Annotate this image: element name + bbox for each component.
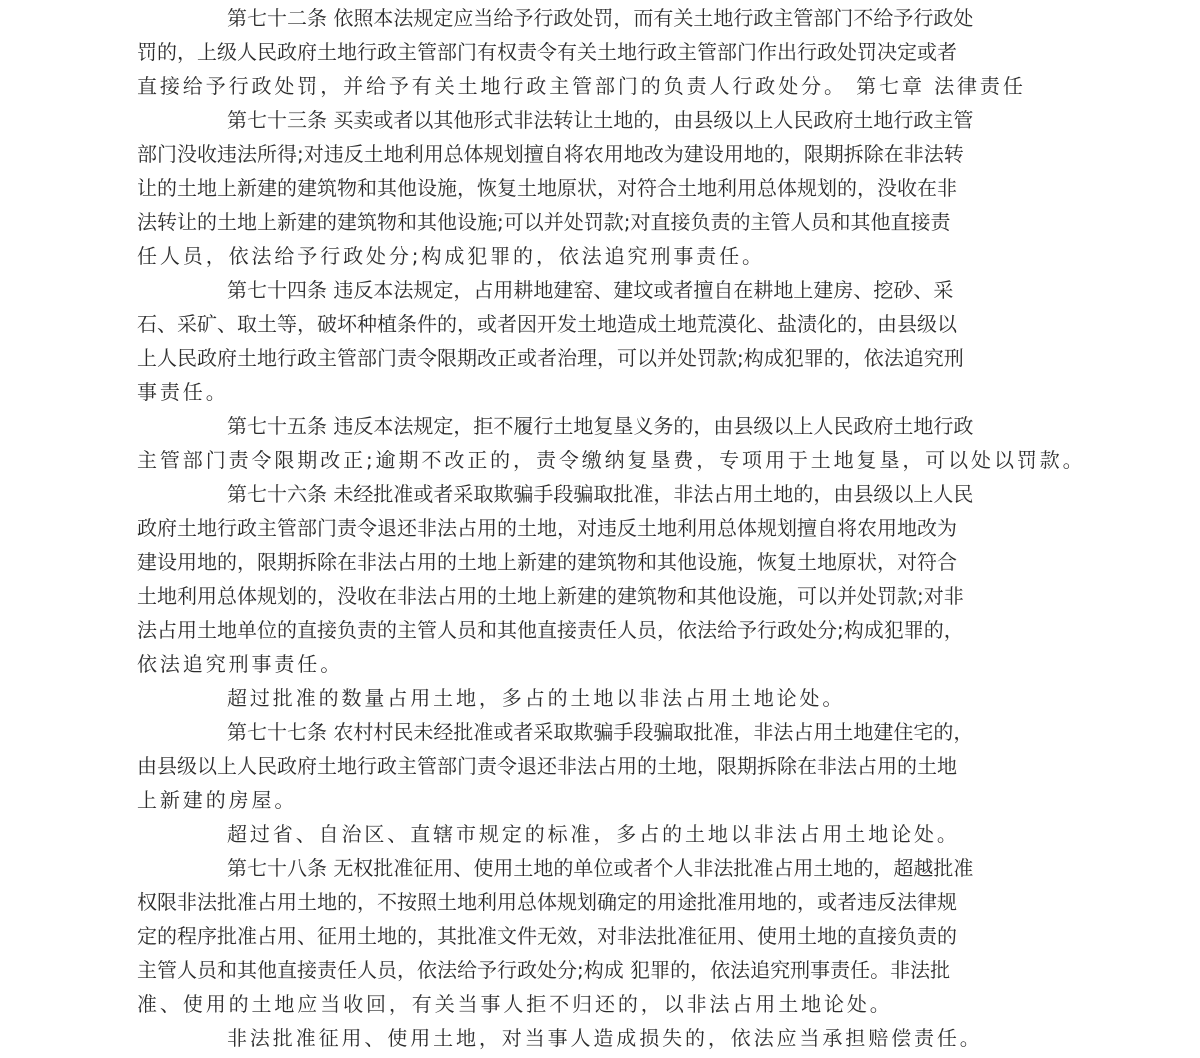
paragraph-first-line: 第七十四条 违反本法规定，占用耕地建窑、建坟或者擅自在耕地上建房、挖砂、采 [227,278,954,302]
paragraph-line: 上新建的房屋。 [137,788,298,812]
paragraph-first-line: 第七十八条 无权批准征用、使用土地的单位或者个人非法批准占用土地的，超越批准 [227,856,974,880]
paragraph [137,1,1077,103]
paragraph-first-line: 第七十三条 买卖或者以其他形式非法转让土地的，由县级以上人民政府土地行政主管 [227,108,974,132]
paragraph-line: 事责任。 [137,380,229,404]
paragraph-first-line: 非法批准征用、使用土地，对当事人造成损失的，依法应当承担赔偿责任。 [227,1026,983,1050]
document-body [137,0,1086,1055]
paragraph-line: 法占用土地单位的直接负责的主管人员和其他直接责任人员，依法给予行政处分;构成犯罪的， [137,618,964,642]
paragraph [137,817,1077,851]
paragraph [137,681,1077,715]
paragraph-line: 土地利用总体规划的，没收在非法占用的土地上新建的建筑物和其他设施，可以并处罚款;对非 [137,584,964,608]
paragraph-line: 建设用地的，限期拆除在非法占用的土地上新建的建筑物和其他设施，恢复土地原状，对符合 [137,550,957,574]
paragraph-first-line: 第七十六条 未经批准或者采取欺骗手段骗取批准，非法占用土地的，由县级以上人民 [227,482,974,506]
paragraph-line: 由县级以上人民政府土地行政主管部门责令退还非法占用的土地，限期拆除在非法占用的土地 [137,754,957,778]
paragraph-line: 石、采矿、取土等，破坏种植条件的，或者因开发土地造成土地荒漠化、盐渍化的，由县级以 [137,312,957,336]
paragraph-line: 上人民政府土地行政主管部门责令限期改正或者治理，可以并处罚款;构成犯罪的，依法追究刑 [137,346,964,370]
paragraph-line: 部门没收违法所得;对违反土地利用总体规划擅自将农用地改为建设用地的，限期拆除在非法转 [137,142,964,166]
paragraph-line: 主管人员和其他直接责任人员，依法给予行政处分;构成 犯罪的，依法追究刑事责任。非法批 [137,958,951,982]
paragraph-line: 权限非法批准占用土地的，不按照土地利用总体规划确定的用途批准用地的，或者违反法律规 [137,890,957,914]
paragraph [137,477,1077,681]
paragraph-line: 直接给予行政处罚，并给予有关土地行政主管部门的负责人行政处分。 第七章 法律责任 [137,74,1026,98]
paragraph [137,409,1086,477]
paragraph-first-line: 第七十五条 违反本法规定，拒不履行土地复垦义务的，由县级以上人民政府土地行政 [227,414,974,438]
paragraph [137,1021,1077,1055]
paragraph-line: 政府土地行政主管部门责令退还非法占用的土地，对违反土地利用总体规划擅自将农用地改为 [137,516,957,540]
paragraph-first-line: 超过省、自治区、直辖市规定的标准，多占的土地以非法占用土地论处。 [227,822,960,846]
paragraph [137,851,1077,1021]
paragraph-line: 法转让的土地上新建的建筑物和其他设施;可以并处罚款;对直接负责的主管人员和其他直接责 [137,210,951,234]
paragraph-first-line: 超过批准的数量占用土地，多占的土地以非法占用土地论处。 [227,686,846,710]
paragraph-line: 定的程序批准占用、征用土地的，其批准文件无效，对非法批准征用、使用土地的直接负责的 [137,924,957,948]
paragraph-line: 准、使用的土地应当收回，有关当事人拒不归还的，以非法占用土地论处。 [137,992,893,1016]
paragraph-line: 任人员，依法给予行政处分;构成犯罪的，依法追究刑事责任。 [137,244,765,268]
paragraph-line: 让的土地上新建的建筑物和其他设施，恢复土地原状，对符合土地利用总体规划的，没收在非 [137,176,957,200]
paragraph [137,103,1077,273]
paragraph-first-line: 第七十七条 农村村民未经批准或者采取欺骗手段骗取批准，非法占用土地建住宅的， [227,720,974,744]
paragraph [137,715,1077,817]
paragraph-line: 依法追究刑事责任。 [137,652,344,676]
paragraph-line: 主管部门责令限期改正;逾期不改正的，责令缴纳复垦费，专项用于土地复垦，可以处以罚款。 [137,448,1086,472]
paragraph [137,273,1077,409]
paragraph-first-line: 第七十二条 依照本法规定应当给予行政处罚，而有关土地行政主管部门不给予行政处 [227,6,974,30]
paragraph-line: 罚的，上级人民政府土地行政主管部门有权责令有关土地行政主管部门作出行政处罚决定或者 [137,40,957,64]
